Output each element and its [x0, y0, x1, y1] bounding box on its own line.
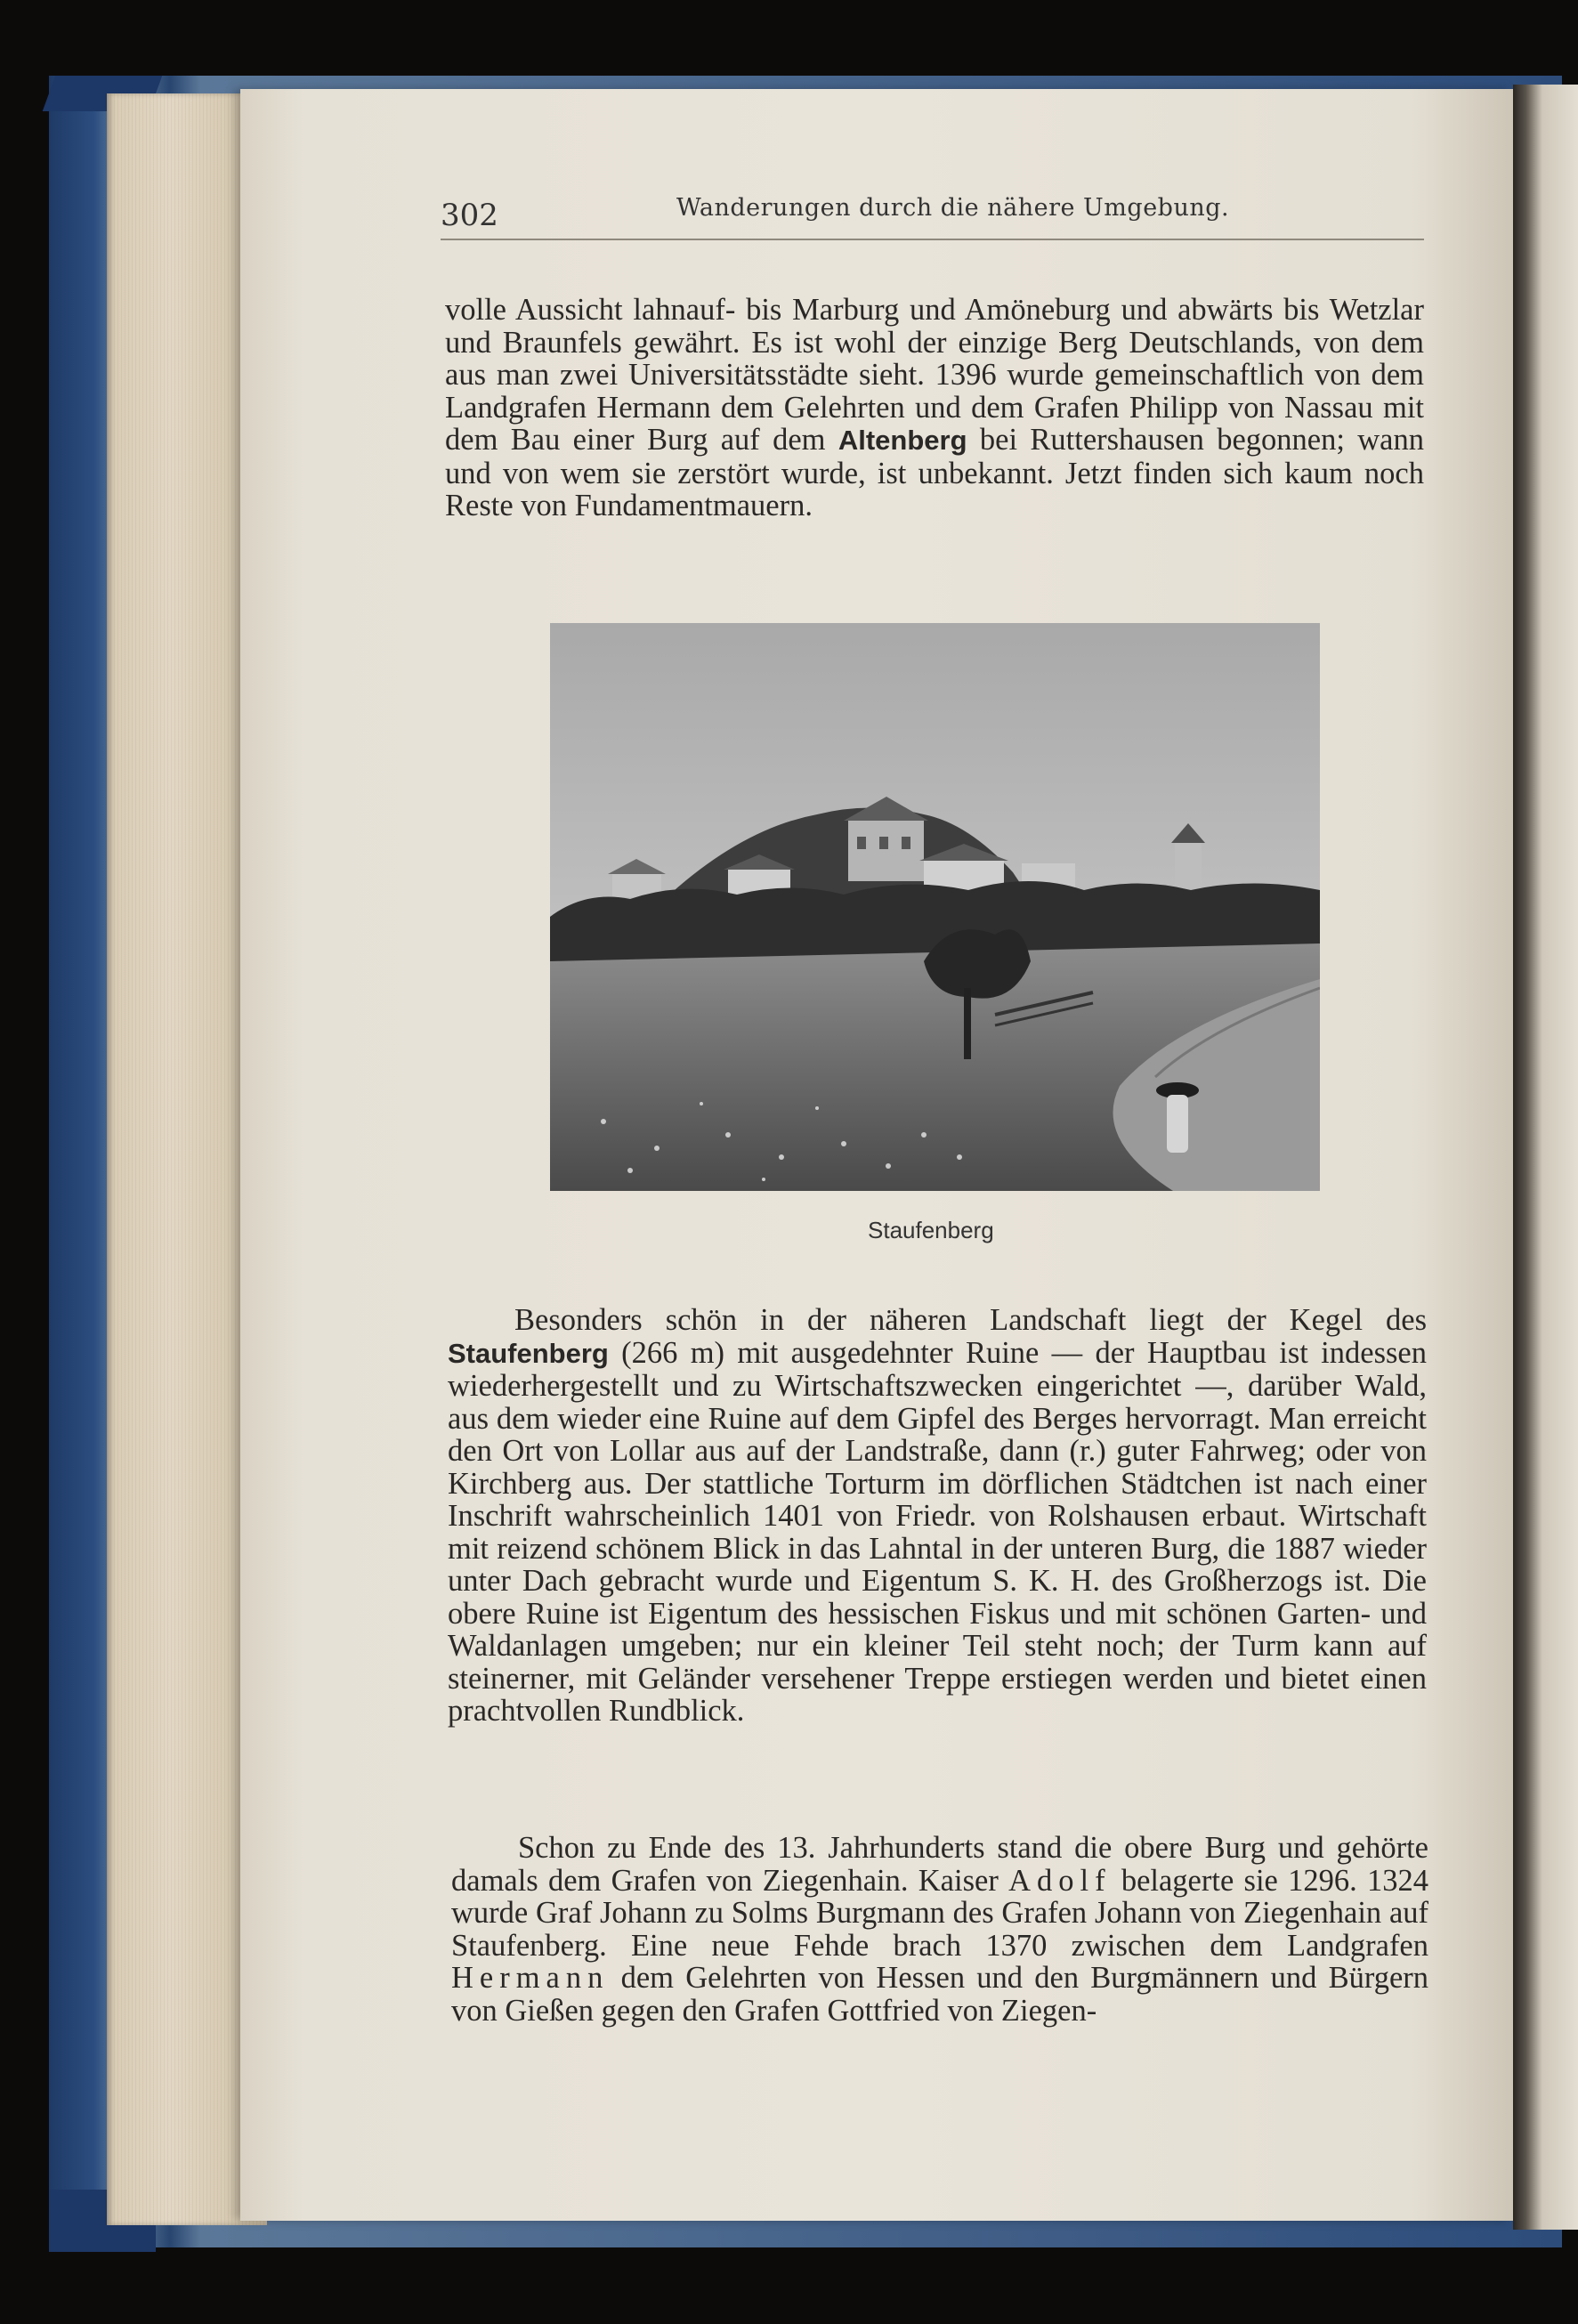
para1-text-a: volle Aussicht lahnauf- bis Marburg und Amöneburg und abwärts bis Wetzlar und Braunfels gewährt. Es ist wohl der einzige Berg Deutschlands, von dem aus man zwei Universitätsstädte sieht. 1396 wurde gemeinschaftlich von dem Landgrafen Hermann dem Gelehrten und dem Grafen Philipp von Nassau mit dem Bau einer Burg auf dem — [445, 293, 1424, 457]
paragraph-history — [451, 1832, 1428, 2027]
photo-landscape-illustration — [550, 623, 1320, 1191]
paragraph-continuation — [445, 294, 1424, 522]
para1-bold-altenberg: Altenberg — [838, 425, 967, 456]
page-number: 302 — [441, 198, 498, 233]
header-rule — [441, 239, 1424, 240]
para2-text-b: (266 m) mit ausgedehnter Ruine — der Hauptbau ist indessen wiederhergestellt und zu Wirtschaftszwecken eingerichtet —, darüber Wald, aus dem wieder eine Ruine auf dem Gipfel des Berges hervorragt. Man erreicht den Ort von Lollar aus auf der Landstraße, dann (r.) guter Fahrweg; oder von Kirchberg aus. Der stattliche Torturm im dörflichen Städtchen ist nach einer Inschrift wahrscheinlich 1401 von Friedr. von Rolshausen erbaut. Wirtschaft mit reizend schönem Blick in das Lahntal in der unteren Burg, die 1887 wieder unter Dach gebracht wurde und Eigentum S. K. H. des Großherzogs ist. Die obere Ruine ist Eigentum des hessischen Fiskus und mit schönen Garten- und Waldanlagen umgeben; nur ein kleiner Teil steht noch; der Turm kann auf steinerner, mit Geländer versehener Treppe erstiegen werden und bietet einen prachtvollen Rundblick. — [448, 1335, 1427, 1728]
para3-spaced-hermann: Hermann — [451, 1961, 610, 1995]
para3-text-a: Schon zu Ende des 13. Jahrhunderts stand die obere Burg und gehörte damals dem Grafen von Ziegenhain. Kaiser — [451, 1831, 1428, 1898]
staufenberg-photograph — [550, 623, 1320, 1191]
para2-text-a: Besonders schön in der näheren Landschaft liegt der Kegel des — [514, 1303, 1427, 1337]
para3-text-c: dem Gelehrten von Hessen und den Burgmännern und Bürgern von Gießen gegen den Grafen Gottfried von Ziegen- — [451, 1961, 1428, 2028]
para1-text-b: bei Ruttershausen begonnen; wann und von wem sie zerstört wurde, ist unbekannt. Jetzt finden sich kaum noch Reste von Fundamentmauern. — [445, 423, 1424, 522]
facing-page-gutter — [1513, 85, 1578, 2230]
para3-text-b: belagerte sie 1296. 1324 wurde Graf Johann zu Solms Burgmann des Grafen Johann von Ziegenhain auf Staufenberg. Eine neue Fehde brach 1370 zwischen dem Landgrafen — [451, 1863, 1428, 1963]
running-title: Wanderungen durch die nähere Umgebung. — [676, 194, 1230, 222]
figure-caption: Staufenberg — [868, 1217, 994, 1243]
paragraph-staufenberg — [448, 1304, 1427, 1728]
para3-spaced-adolf: Adolf — [1008, 1863, 1112, 1898]
para2-bold-staufenberg: Staufenberg — [448, 1337, 609, 1369]
